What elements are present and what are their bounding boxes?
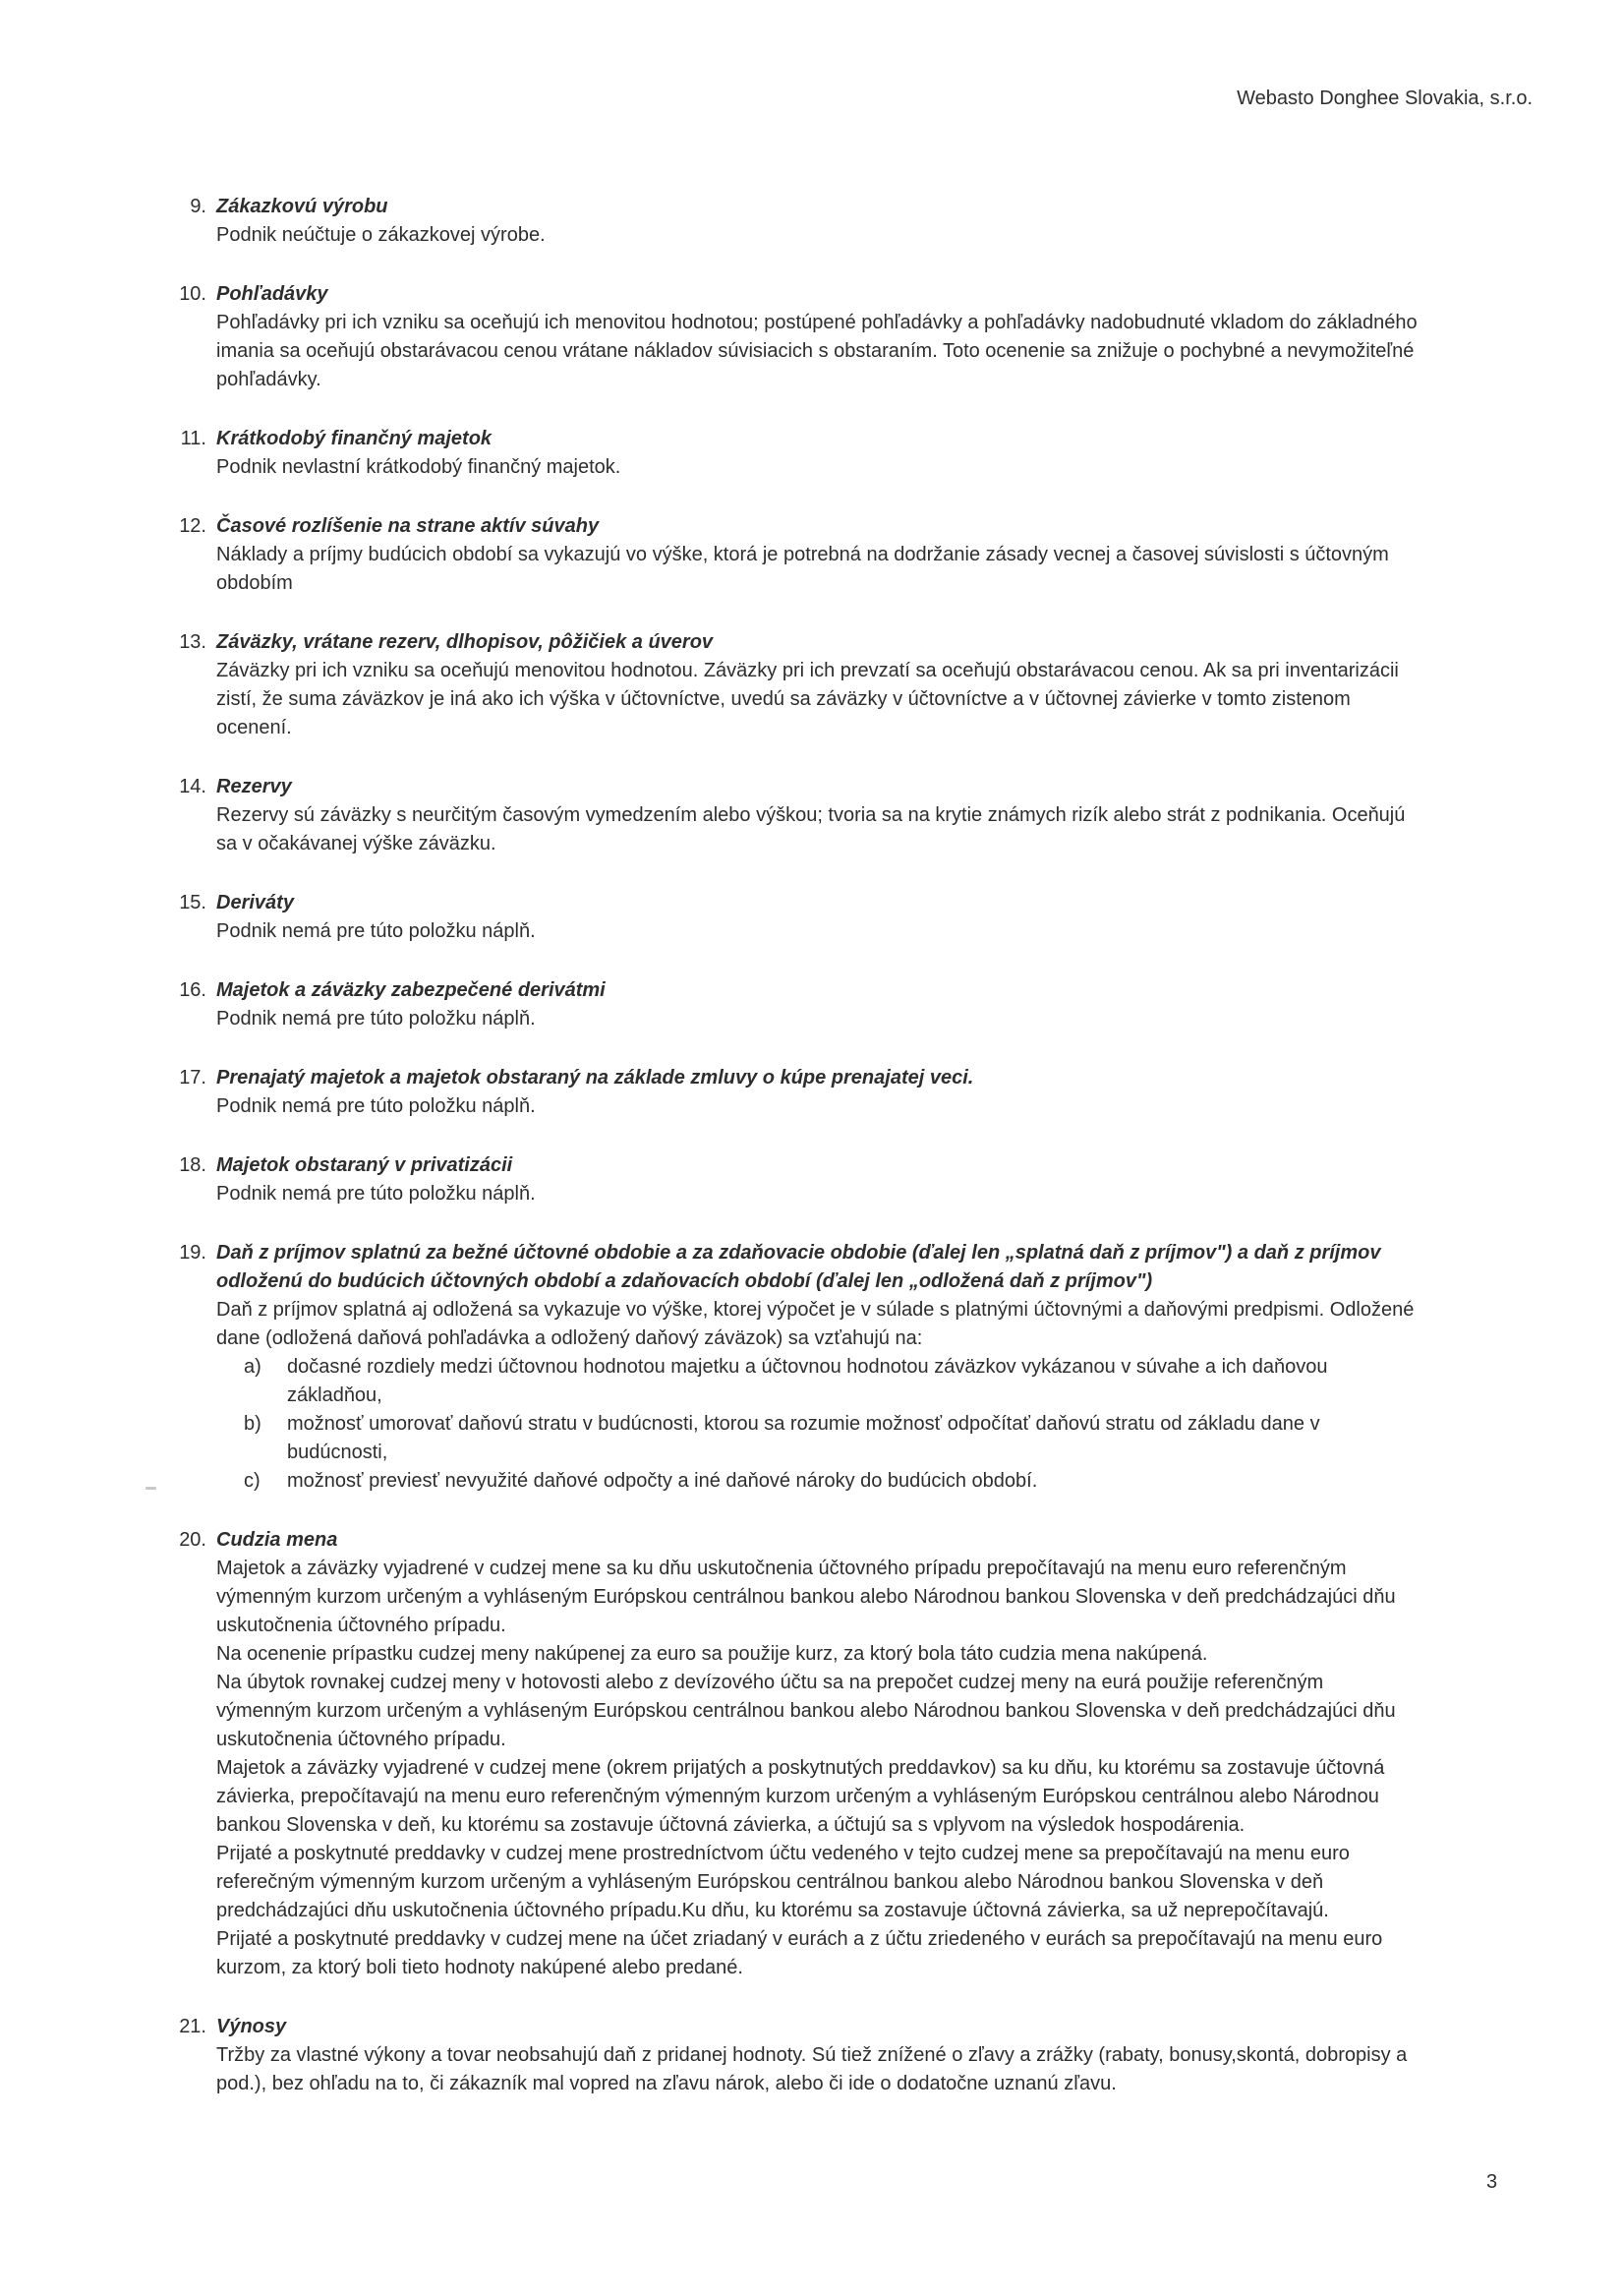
item-paragraph: Majetok a záväzky vyjadrené v cudzej mene (okrem prijatých a poskytnutých preddavkov) sa ku dňu, ku ktorému sa zostavuje účtovná závierka, prepočítavajú na menu euro referenčným výmenným kurzom určeným a vyhláseným Európskou centrálnou alebo Národnou bankou Slovenska v deň, ku ktorému sa zostavuje účtovná závierka, a účtujú sa s vplyvom na výsledok hospodárenia. bbox=[216, 1757, 1385, 1836]
item-title: Zákazkovú výrobu bbox=[216, 196, 388, 217]
item-number: 15. bbox=[179, 892, 206, 913]
item-title: Daň z príjmov splatnú za bežné účtovné obdobie a za zdaňovacie obdobie (ďalej len „splatná daň z príjmov") a daň z príjmov odloženú do budúcich účtovných období a zdaňovacích období (ďalej len „odložená daň z príjmov") bbox=[216, 1242, 1381, 1292]
page-number: 3 bbox=[1486, 2171, 1498, 2193]
item-paragraph: Na úbytok rovnakej cudzej meny v hotovosti alebo z devízového účtu sa na prepočet cudzej meny na eurá použije referenčným výmenným kurzom určeným a vyhláseným Európskou centrálnou bankou alebo Národnou bankou Slovenska v deň predchádzajúci dňu uskutočnenia účtovného prípadu. bbox=[216, 1672, 1396, 1750]
item-body bbox=[216, 425, 1420, 482]
sublist-marker: b) bbox=[244, 1413, 261, 1435]
item-number: 9. bbox=[190, 196, 206, 217]
item-paragraph: Záväzky pri ich vzniku sa oceňujú menovitou hodnotou. Záväzky pri ich prevzatí sa oceňujú obstarávacou cenou. Ak sa pri inventarizácii zistí, že suma záväzkov je iná ako ich výška v účtovníctve, uvedú sa záväzky v účtovníctve a v účtovnej závierke v tomto zistenom ocenení. bbox=[216, 660, 1399, 738]
sublist-marker: a) bbox=[244, 1356, 261, 1378]
list-item bbox=[165, 773, 1420, 858]
item-number: 21. bbox=[179, 2016, 206, 2037]
item-title: Cudzia mena bbox=[216, 1529, 338, 1551]
item-paragraph: Tržby za vlastné výkony a tovar neobsahujú daň z pridanej hodnoty. Sú tiež znížené o zľavy a zrážky (rabaty, bonusy,skontá, dobropisy a pod.), bez ohľadu na to, či zákazník mal vopred na zľavu nárok, alebo či ide o dodatočne uznanú zľavu. bbox=[216, 2044, 1408, 2094]
sublist-marker: c) bbox=[244, 1470, 261, 1492]
item-paragraph: Prijaté a poskytnuté preddavky v cudzej mene prostredníctvom účtu vedeného v tejto cudzej mene sa prepočítavajú na menu euro referečným výmenným kurzom určeným a vyhláseným Európskou centrálnou bankou alebo Národnou bankou Slovenska v deň predchádzajúci dňu uskutočnenia účtovného prípadu.Ku dňu, ku ktorému sa zostavuje účtovná závierka, sa už neprepočítavajú. bbox=[216, 1843, 1350, 1921]
item-body bbox=[216, 1064, 1420, 1121]
item-paragraph: Na ocenenie prípastku cudzej meny nakúpenej za euro sa použije kurz, za ktorý bola táto cudzia mena nakúpená. bbox=[216, 1643, 1208, 1665]
item-paragraph: Prijaté a poskytnuté preddavky v cudzej mene na účet zriadaný v eurách a z účtu zriedeného v eurách sa prepočítavajú na menu euro kurzom, za ktorý boli tieto hodnoty nakúpené alebo predané. bbox=[216, 1928, 1383, 1978]
item-body bbox=[216, 1526, 1420, 1982]
item-number: 16. bbox=[179, 979, 206, 1001]
item-number: 11. bbox=[180, 428, 206, 449]
item-number: 10. bbox=[179, 283, 206, 305]
item-title: Časové rozlíšenie na strane aktív súvahy bbox=[216, 515, 600, 537]
item-body bbox=[216, 1239, 1420, 1496]
list-item bbox=[165, 1064, 1420, 1121]
item-paragraph: Náklady a príjmy budúcich období sa vykazujú vo výške, ktorá je potrebná na dodržanie zásady vecnej a časovej súvislosti s účtovným obdobím bbox=[216, 544, 1389, 594]
sublist-text: možnosť umorovať daňovú stratu v budúcnosti, ktorou sa rozumie možnosť odpočítať daňovú stratu od základu dane v budúcnosti, bbox=[287, 1413, 1320, 1463]
item-paragraph: Podnik nemá pre túto položku náplň. bbox=[216, 1008, 536, 1030]
sublist-text: dočasné rozdiely medzi účtovnou hodnotou majetku a účtovnou hodnotou záväzkov vykázanou v súvahe a ich daňovou základňou, bbox=[287, 1356, 1328, 1406]
item-number: 13. bbox=[179, 631, 206, 653]
item-title: Záväzky, vrátane rezerv, dlhopisov, pôžičiek a úverov bbox=[216, 631, 714, 653]
sublist-item bbox=[216, 1353, 1420, 1410]
item-body bbox=[216, 976, 1420, 1033]
item-title: Rezervy bbox=[216, 776, 292, 797]
list-item bbox=[165, 512, 1420, 598]
item-paragraph: Rezervy sú záväzky s neurčitým časovým vymedzením alebo výškou; tvoria sa na krytie známych rizík alebo strát z podnikania. Oceňujú sa v očakávanej výške záväzku. bbox=[216, 804, 1406, 854]
item-body bbox=[216, 628, 1420, 742]
list-item bbox=[165, 628, 1420, 742]
item-paragraph: Podnik nemá pre túto položku náplň. bbox=[216, 1183, 536, 1205]
item-number: 18. bbox=[179, 1154, 206, 1176]
item-number: 17. bbox=[179, 1067, 206, 1089]
list-item bbox=[165, 2013, 1420, 2098]
item-number: 20. bbox=[179, 1529, 206, 1551]
item-title: Majetok a záväzky zabezpečené derivátmi bbox=[216, 979, 606, 1001]
item-body bbox=[216, 2013, 1420, 2098]
item-body bbox=[216, 773, 1420, 858]
item-body bbox=[216, 193, 1420, 250]
item-title: Krátkodobý finančný majetok bbox=[216, 428, 493, 449]
list-item bbox=[165, 193, 1420, 250]
item-title: Prenajatý majetok a majetok obstaraný na základe zmluvy o kúpe prenajatej veci. bbox=[216, 1067, 974, 1089]
item-paragraph: Podnik nemá pre túto položku náplň. bbox=[216, 1095, 536, 1117]
item-title: Deriváty bbox=[216, 892, 294, 913]
item-paragraph: Daň z príjmov splatná aj odložená sa vykazuje vo výške, ktorej výpočet je v súlade s platnými účtovnými a daňovými predpismi. Odložené dane (odložená daňová pohľadávka a odložený daňový záväzok) sa vzťahujú na: bbox=[216, 1299, 1415, 1349]
list-item bbox=[165, 425, 1420, 482]
item-paragraph: Podnik nevlastní krátkodobý finančný majetok. bbox=[216, 456, 621, 478]
item-title: Majetok obstaraný v privatizácii bbox=[216, 1154, 513, 1176]
item-paragraph: Podnik nemá pre túto položku náplň. bbox=[216, 920, 536, 942]
list-item bbox=[165, 976, 1420, 1033]
items-list bbox=[165, 193, 1420, 2129]
item-title: Pohľadávky bbox=[216, 283, 328, 305]
item-body bbox=[216, 1151, 1420, 1208]
item-number: 19. bbox=[179, 1242, 206, 1264]
item-title: Výnosy bbox=[216, 2016, 287, 2037]
list-item bbox=[165, 1526, 1420, 1982]
list-item bbox=[165, 280, 1420, 394]
item-paragraph: Majetok a záväzky vyjadrené v cudzej mene sa ku dňu uskutočnenia účtovného prípadu prepočítavajú na menu euro referenčným výmenným kurzom určeným a vyhláseným Európskou centrálnou bankou alebo Národnou bankou Slovenska v deň predchádzajúci dňu uskutočnenia účtovného prípadu. bbox=[216, 1558, 1396, 1636]
list-item bbox=[165, 1151, 1420, 1208]
scan-artifact bbox=[145, 1487, 156, 1490]
sublist-item bbox=[216, 1467, 1420, 1496]
item-body bbox=[216, 512, 1420, 598]
list-item bbox=[165, 889, 1420, 946]
sublist-text: možnosť previesť nevyužité daňové odpočty a iné daňové nároky do budúcich období. bbox=[287, 1470, 1038, 1492]
item-body bbox=[216, 889, 1420, 946]
item-paragraph: Podnik neúčtuje o zákazkovej výrobe. bbox=[216, 224, 546, 246]
company-header: Webasto Donghee Slovakia, s.r.o. bbox=[1237, 88, 1533, 109]
item-paragraph: Pohľadávky pri ich vzniku sa oceňujú ich menovitou hodnotou; postúpené pohľadávky a pohľadávky nadobudnuté vkladom do základného imania sa oceňujú obstarávacou cenou vrátane nákladov súvisiacich s obstaraním. Toto ocenenie sa znižuje o pochybné a nevymožiteľné pohľadávky. bbox=[216, 312, 1418, 390]
item-number: 14. bbox=[179, 776, 206, 797]
item-body bbox=[216, 280, 1420, 394]
list-item bbox=[165, 1239, 1420, 1496]
item-number: 12. bbox=[179, 515, 206, 537]
sublist-item bbox=[216, 1410, 1420, 1467]
